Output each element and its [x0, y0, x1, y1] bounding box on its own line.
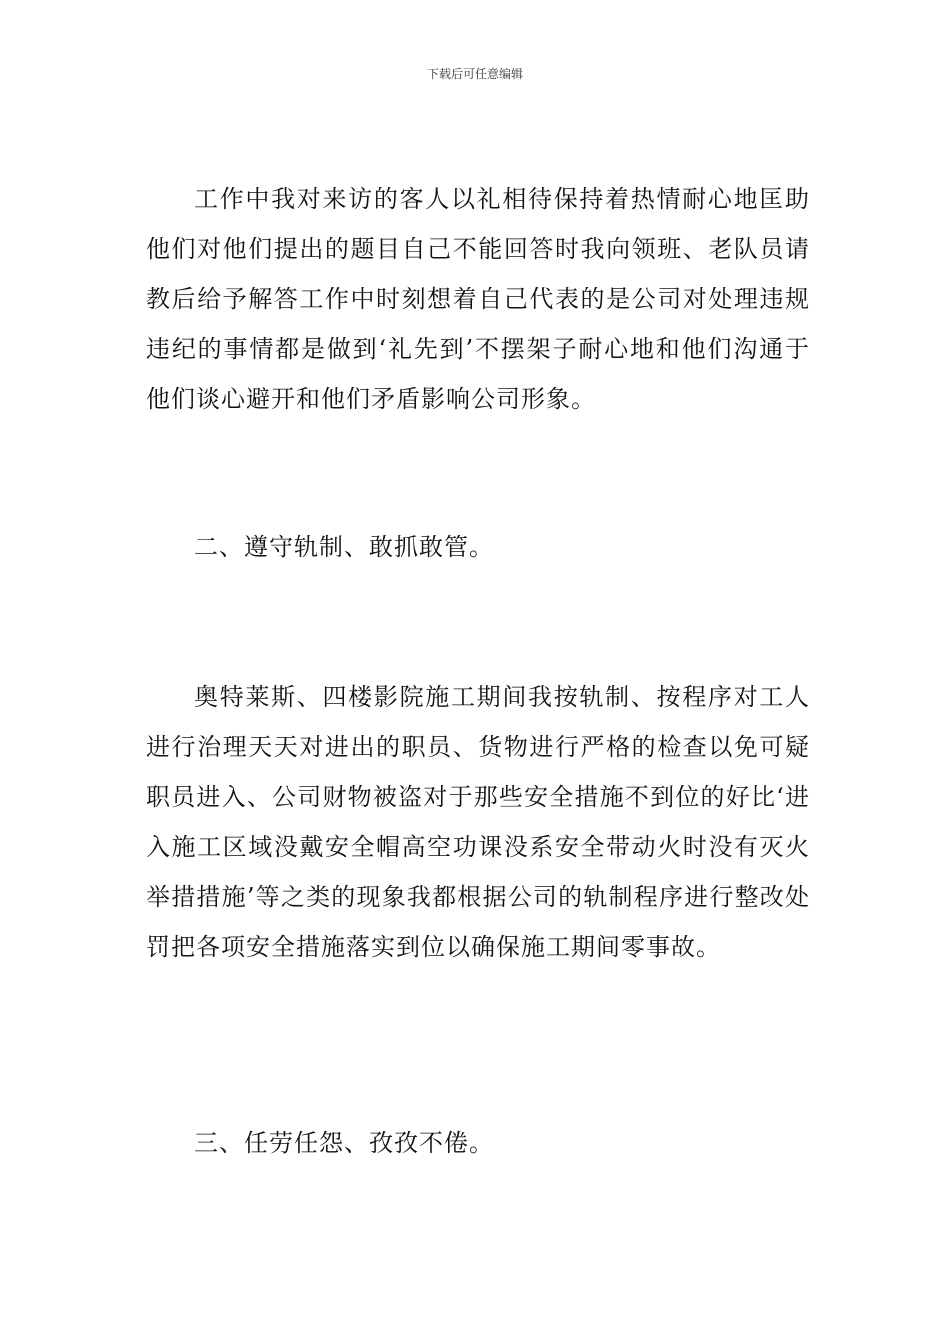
section-heading-diligence: 三、任劳任怨、孜孜不倦。: [194, 1129, 494, 1157]
page-header-note: 下载后可任意编辑: [426, 67, 523, 81]
body-paragraph-reception: 工作中我对来访的客人以礼相待保持着热情耐心地匡助他们对他们提出的题目自己不能回答时我向领班、老队员请教后给予解答工作中时刻想着自己代表的是公司对处理违规违纪的事情都是做到‘礼先到’不摆架子耐心地和他们沟通于他们谈心避开和他们矛盾影响公司形象。: [146, 185, 810, 413]
body-paragraph-construction-safety: 奥特莱斯、四楼影院施工期间我按轨制、按程序对工人进行治理天天对进出的职员、货物进行严格的检查以免可疑职员进入、公司财物被盗对于那些安全措施不到位的好比‘进入施工区域没戴安全帽高空功课没系安全带动火时没有灭火举措措施’等之类的现象我都根据公司的轨制程序进行整改处罚把各项安全措施落实到位以确保施工期间零事故。: [146, 683, 810, 961]
section-heading-rules: 二、遵守轨制、敢抓敢管。: [194, 533, 494, 561]
